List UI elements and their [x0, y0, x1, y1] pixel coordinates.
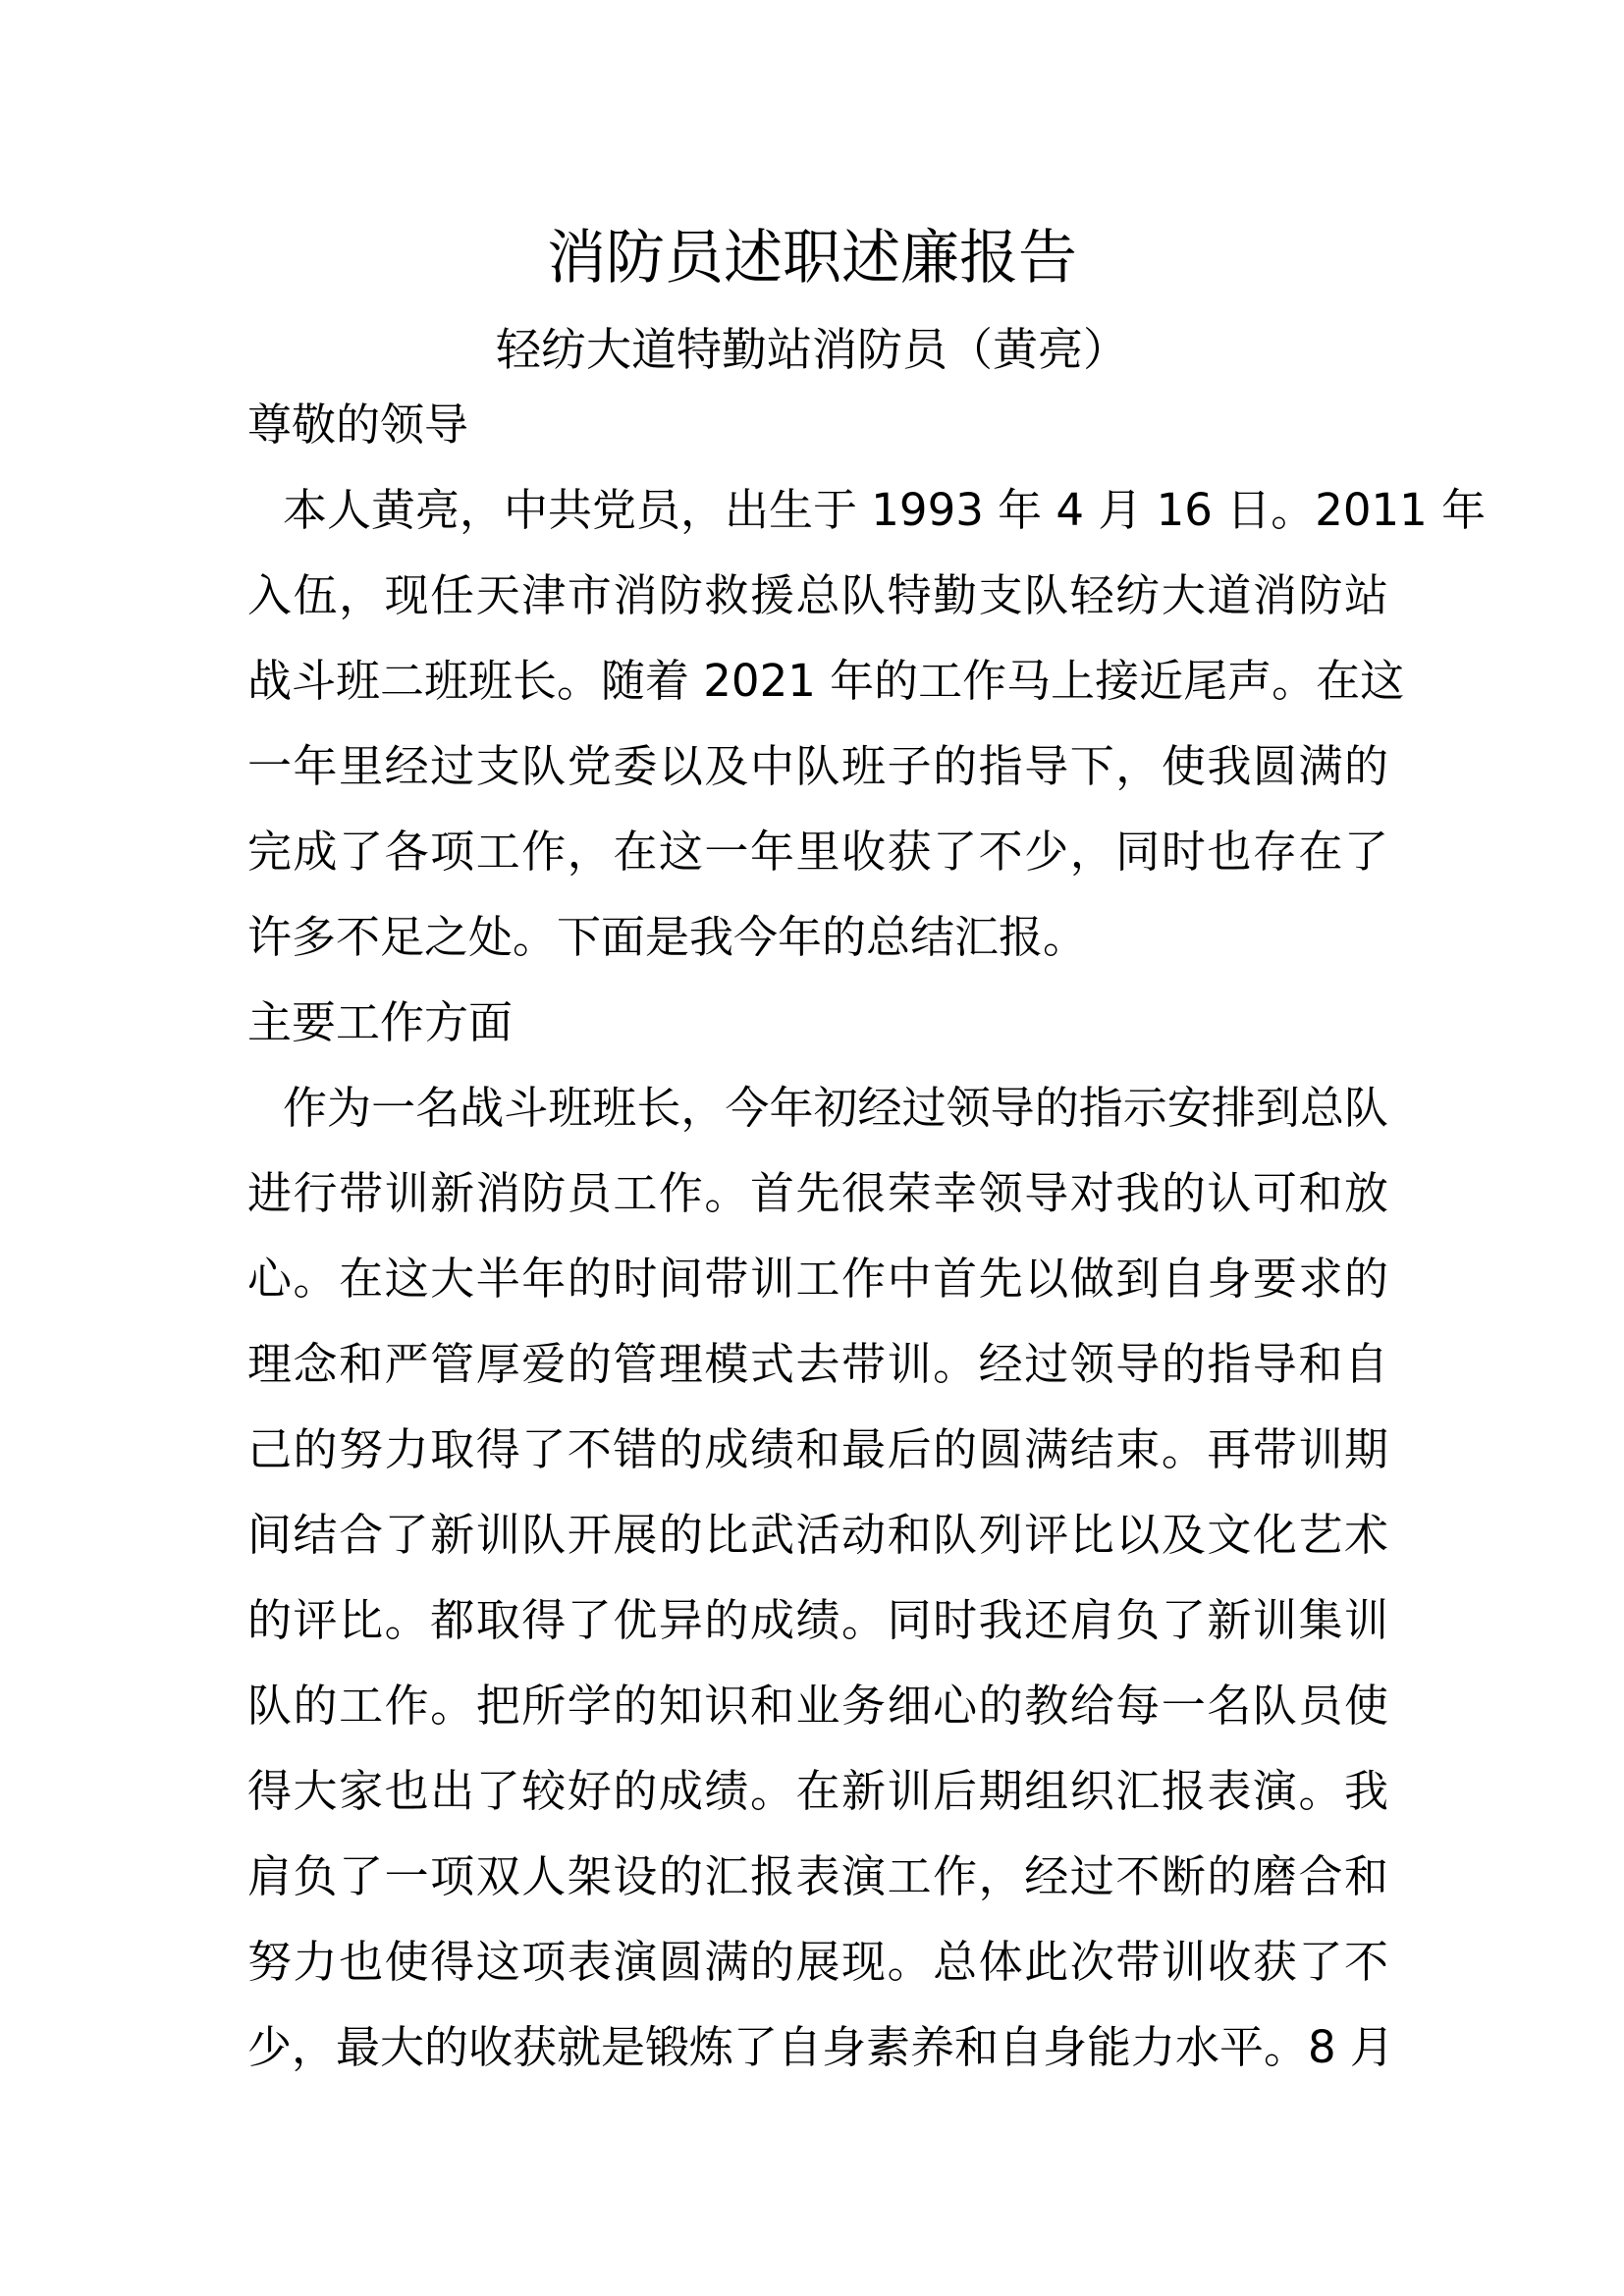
text-line: 一年里经过支队党委以及中队班子的指导下，使我圆满的 [247, 740, 1388, 792]
text-line: 己的努力取得了不错的成绩和最后的圆满结束。再带训期 [247, 1423, 1388, 1475]
text-line: 进行带训新消防员工作。首先很荣幸领导对我的认可和放 [247, 1167, 1388, 1219]
text-line: 入伍，现任天津市消防救援总队特勤支队轻纺大道消防站 [247, 569, 1388, 621]
section-heading: 主要工作方面 [247, 996, 514, 1048]
text-line: 战斗班二班班长。随着 2021 年的工作马上接近尾声。在这 [247, 655, 1405, 707]
text-line: 少，最大的收获就是锻炼了自身素养和自身能力水平。8 月 [247, 2021, 1394, 2073]
document-title: 消防员述职述廉报告 [547, 224, 1077, 293]
text-line: 理念和严管厚爱的管理模式去带训。经过领导的指导和自 [247, 1338, 1388, 1390]
text-line: 本人黄亮，中共党员，出生于 1993 年 4 月 16 日。2011 年 [283, 484, 1487, 536]
text-line: 心。在这大半年的时间带训工作中首先以做到自身要求的 [247, 1253, 1388, 1305]
paragraph-main-work [247, 1065, 1394, 2090]
text-line: 努力也使得这项表演圆满的展现。总体此次带训收获了不 [247, 1936, 1388, 1988]
text-line: 的评比。都取得了优异的成绩。同时我还肩负了新训集训 [247, 1594, 1388, 1646]
text-line: 完成了各项工作，在这一年里收获了不少，同时也存在了 [247, 826, 1388, 878]
text-line: 许多不足之处。下面是我今年的总结汇报。 [247, 911, 1088, 963]
text-line: 肩负了一项双人架设的汇报表演工作，经过不断的磨合和 [247, 1850, 1388, 1902]
document-body [247, 382, 1487, 2090]
text-line: 队的工作。把所学的知识和业务细心的教给每一名队员使 [247, 1680, 1388, 1732]
text-line: 间结合了新训队开展的比武活动和队列评比以及文化艺术 [247, 1509, 1388, 1561]
salutation: 尊敬的领导 [247, 399, 469, 451]
text-line: 作为一名战斗班班长，今年初经过领导的指示安排到总队 [283, 1082, 1388, 1134]
document-subtitle: 轻纺大道特勤站消防员（黄亮） [496, 323, 1128, 376]
text-line: 得大家也出了较好的成绩。在新训后期组织汇报表演。我 [247, 1765, 1388, 1817]
paragraph-intro [247, 467, 1487, 980]
